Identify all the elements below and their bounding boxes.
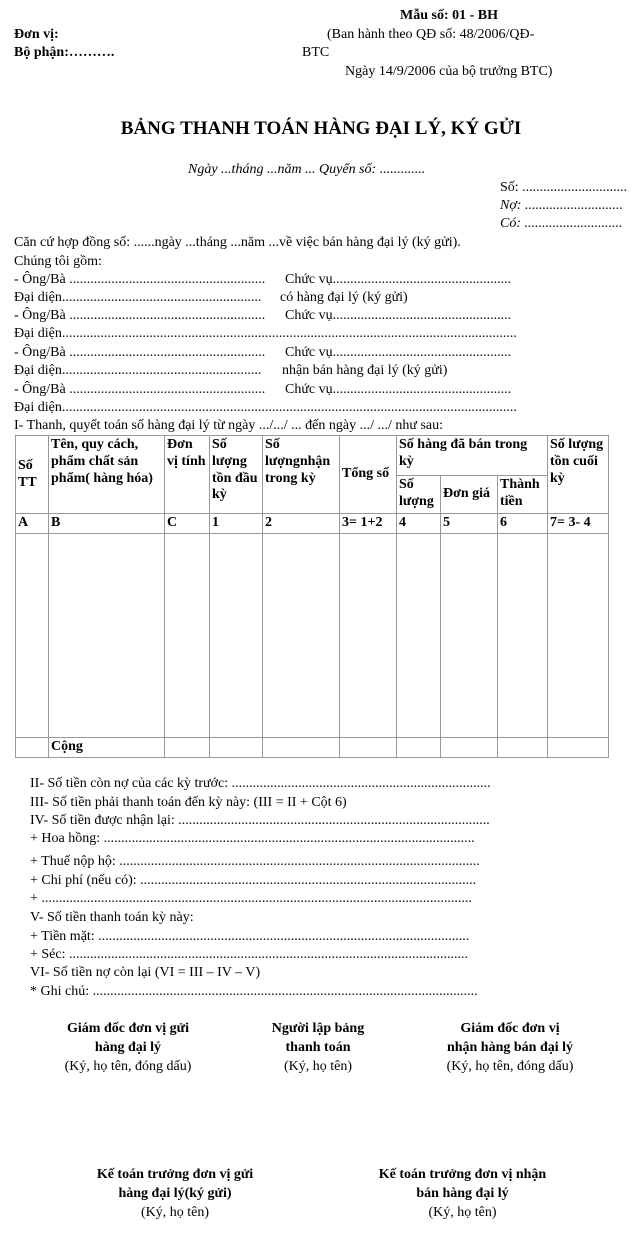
summary-line-iii: III- Số tiền phải thanh toán đến kỳ này: (III = II + Cột 6) xyxy=(30,795,347,810)
signature-receiver-director xyxy=(410,1020,610,1077)
page-title: BẢNG THANH TOÁN HÀNG ĐẠI LÝ, KÝ GỬI xyxy=(120,118,522,139)
section-1-heading: I- Thanh, quyết toán số hàng đại lý từ ngày .../.../ ... đến ngày .../ .../ như sau: xyxy=(14,418,444,433)
data-cell xyxy=(340,533,397,737)
party-title: Chức vụ................................................... xyxy=(285,345,512,360)
data-cell xyxy=(441,533,498,737)
party-row: Đại diện......................................................... xyxy=(14,363,262,378)
unit-label: Đơn vị: xyxy=(14,27,59,42)
total-label: Cộng xyxy=(49,737,165,757)
data-cell xyxy=(498,533,548,737)
data-cell xyxy=(340,737,397,757)
data-cell xyxy=(441,737,498,757)
sig-title: Người lập bảng xyxy=(271,1021,365,1036)
signature-sender-director xyxy=(28,1020,228,1077)
summary-line-commission: + Hoa hồng: .......................................................................................................... xyxy=(30,831,475,846)
code-cell: C xyxy=(165,514,210,534)
summary-line-cost: + Chi phí (nếu có): ................................................................................................ xyxy=(30,873,477,888)
data-cell xyxy=(397,533,441,737)
sig-title: nhận hàng bán đại lý xyxy=(446,1039,574,1055)
data-cell xyxy=(165,737,210,757)
summary-line-other: + ........................................................................................................................... xyxy=(30,891,472,906)
issued-decision-line1: (Ban hành theo QĐ số: 48/2006/QĐ- xyxy=(327,27,535,42)
party-row: Đại diện.................................................................................................................................. xyxy=(14,326,517,341)
col-header-stt: Số TT xyxy=(16,436,49,514)
summary-line-note: * Ghi chú: .............................................................................................................. xyxy=(30,984,478,999)
data-cell xyxy=(16,533,49,737)
party-row: - Ông/Bà ........................................................ xyxy=(14,308,266,323)
summary-line-ii: II- Số tiền còn nợ của các kỳ trước: .......................................................................... xyxy=(30,776,491,791)
code-cell: 3= 1+2 xyxy=(340,514,397,534)
signature-preparer xyxy=(238,1020,398,1077)
code-cell: 1 xyxy=(210,514,263,534)
summary-line-vi: VI- Số tiền nợ còn lại (VI = III – IV – V) xyxy=(30,965,261,980)
data-cell xyxy=(498,737,548,757)
col-header-closing: Số lượng tồn cuối kỳ xyxy=(548,436,609,514)
summary-line-check: + Séc: .................................................................................................................. xyxy=(30,947,468,962)
total-row xyxy=(16,737,609,757)
code-cell: 5 xyxy=(441,514,498,534)
code-cell: B xyxy=(49,514,165,534)
col-header-unit: Đơn vị tính xyxy=(165,436,210,514)
col-header-total: Tổng số xyxy=(340,436,397,514)
data-cell xyxy=(548,533,609,737)
data-cell xyxy=(210,737,263,757)
signature-sender-accountant xyxy=(70,1166,280,1223)
sig-title: thanh toán xyxy=(285,1039,351,1055)
sig-note: (Ký, họ tên) xyxy=(283,1058,353,1074)
summary-line-iv: IV- Số tiền được nhận lại: ......................................................................................... xyxy=(30,813,490,828)
party-title: Chức vụ................................................... xyxy=(285,308,512,323)
col-header-opening: Số lượng tồn đầu kỳ xyxy=(210,436,263,514)
party-title: có hàng đại lý (ký gửi) xyxy=(280,290,408,305)
party-row: Đại diện......................................................... xyxy=(14,290,262,305)
party-row: Đại diện.................................................................................................................................. xyxy=(14,400,517,415)
code-cell: A xyxy=(16,514,49,534)
sig-note: (Ký, họ tên, đóng dấu) xyxy=(64,1058,192,1074)
code-cell: 4 xyxy=(397,514,441,534)
settlement-table xyxy=(15,435,609,758)
data-cell xyxy=(210,533,263,737)
members-label: Chúng tôi gồm: xyxy=(14,254,102,269)
data-cell xyxy=(263,533,340,737)
col-header-received: Số lượngnhận trong kỳ xyxy=(263,436,340,514)
code-cell: 2 xyxy=(263,514,340,534)
party-row: - Ông/Bà ........................................................ xyxy=(14,272,266,287)
data-cell xyxy=(263,737,340,757)
sig-note: (Ký, họ tên, đóng dấu) xyxy=(446,1058,574,1074)
col-header-qty: Số lượng xyxy=(397,476,441,514)
sig-note: (Ký, họ tên) xyxy=(140,1204,210,1220)
party-row: - Ông/Bà ........................................................ xyxy=(14,382,266,397)
issued-decision-line3: Ngày 14/9/2006 của bộ trưởng BTC) xyxy=(345,64,553,79)
sig-title: bán hàng đại lý xyxy=(416,1185,509,1201)
col-header-name: Tên, quy cách, phẩm chất sản phẩm( hàng hóa) xyxy=(49,436,165,514)
data-cell xyxy=(548,737,609,757)
party-title: Chức vụ................................................... xyxy=(285,272,512,287)
code-cell: 7= 3- 4 xyxy=(548,514,609,534)
sig-title: Kế toán trưởng đơn vị nhận xyxy=(378,1167,547,1182)
sig-title: hàng đại lý(ký gửi) xyxy=(118,1185,232,1201)
summary-line-cash: + Tiền mặt: .......................................................................................................... xyxy=(30,929,470,944)
party-row: - Ông/Bà ........................................................ xyxy=(14,345,266,360)
col-header-amount: Thành tiền xyxy=(498,476,548,514)
issued-decision-line2: BTC xyxy=(302,45,330,60)
data-cell xyxy=(16,737,49,757)
sig-title: Giám đốc đơn vị xyxy=(460,1021,560,1036)
ref-so: Số: .............................. xyxy=(500,180,628,195)
summary-line-v: V- Số tiền thanh toán kỳ này: xyxy=(30,910,194,925)
contract-line: Căn cứ hợp đồng số: ......ngày ...tháng ...năm ...về việc bán hàng đại lý (ký gửi). xyxy=(14,235,461,250)
data-cell xyxy=(165,533,210,737)
sig-note: (Ký, họ tên) xyxy=(428,1204,497,1220)
sig-title: hàng đại lý xyxy=(94,1039,162,1055)
code-cell: 6 xyxy=(498,514,548,534)
ref-co: Có: ............................ xyxy=(500,216,623,231)
data-cell xyxy=(397,737,441,757)
form-number: Mẫu số: 01 - BH xyxy=(400,8,498,23)
col-header-price: Đơn giá xyxy=(441,476,498,514)
party-title: Chức vụ................................................... xyxy=(285,382,512,397)
table-row xyxy=(16,533,609,737)
col-header-sold: Số hàng đã bán trong kỳ xyxy=(397,436,548,476)
department-label: Bộ phận:………. xyxy=(14,45,115,60)
sig-title: Giám đốc đơn vị gửi xyxy=(67,1021,189,1036)
ref-no: Nợ: ............................ xyxy=(500,198,623,213)
sig-title: Kế toán trưởng đơn vị gửi xyxy=(96,1167,254,1182)
summary-line-tax: + Thuế nộp hộ: ....................................................................................................... xyxy=(30,854,480,869)
data-cell xyxy=(49,533,165,737)
party-title: nhận bán hàng đại lý (ký gửi) xyxy=(282,363,448,378)
signature-receiver-accountant xyxy=(355,1166,570,1223)
date-line: Ngày ...tháng ...năm ... Quyển số: ............. xyxy=(188,162,426,177)
